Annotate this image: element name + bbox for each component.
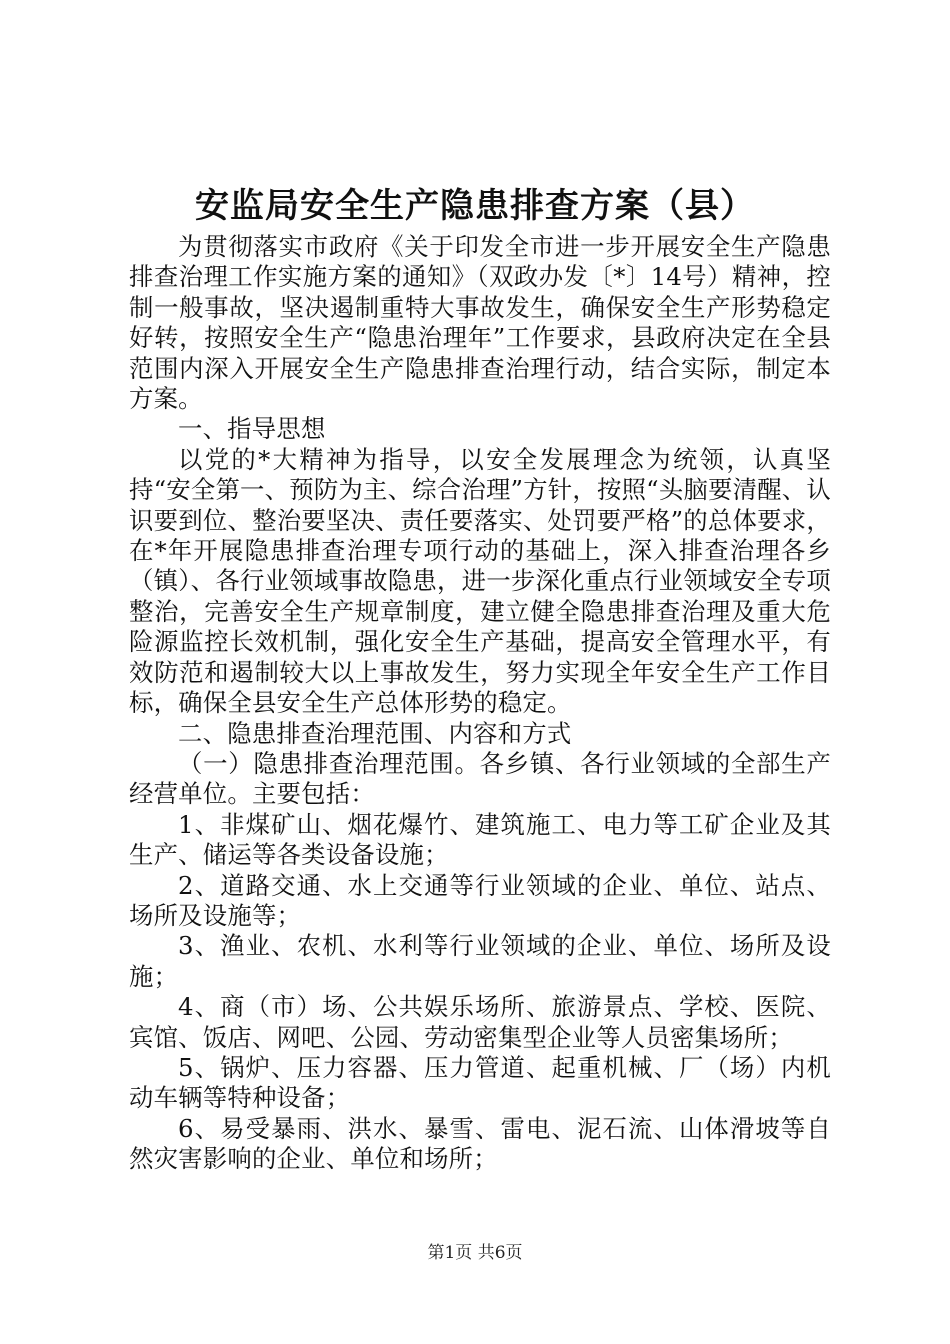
- document-body: [129, 232, 831, 1175]
- intro-paragraph: 为贯彻落实市政府《关于印发全市进一步开展安全生产隐患排查治理工作实施方案的通知》（双政办发〔*〕14号）精神，控制一般事故，坚决遏制重特大事故发生，确保安全生产形势稳定好转，按照安全生产“隐患治理年”工作要求，县政府决定在全县范围内深入开展安全生产隐患排查治理行动，结合实际，制定本方案。: [129, 232, 831, 414]
- list-item: 5、锅炉、压力容器、压力管道、起重机械、厂（场）内机动车辆等特种设备；: [129, 1052, 831, 1113]
- list-item: 1、非煤矿山、烟花爆竹、建筑施工、电力等工矿企业及其生产、储运等各类设备设施；: [129, 809, 831, 870]
- scope-paragraph: （一）隐患排查治理范围。各乡镇、各行业领域的全部生产经营单位。主要包括：: [129, 748, 831, 809]
- page-number-footer: 第1页 共6页: [427, 1243, 523, 1263]
- section-heading-scope: 二、隐患排查治理范围、内容和方式: [178, 718, 572, 748]
- list-item: 4、商（市）场、公共娱乐场所、旅游景点、学校、医院、宾馆、饭店、网吧、公园、劳动密集型企业等人员密集场所；: [129, 992, 831, 1052]
- document-title: 安监局安全生产隐患排查方案（县）: [195, 186, 755, 226]
- list-item: 2、道路交通、水上交通等行业领域的企业、单位、站点、场所及设施等；: [129, 870, 831, 930]
- guiding-ideology-paragraph: 以党的*大精神为指导，以安全发展理念为统领，认真坚持“安全第一、预防为主、综合治理”方针，按照“头脑要清醒、认识要到位、整治要坚决、责任要落实、处罚要严格”的总体要求，在*年开展隐患排查治理专项行动的基础上，深入排查治理各乡（镇）、各行业领域事故隐患，进一步深化重点行业领域安全专项整治，完善安全生产规章制度，建立健全隐患排查治理及重大危险源监控长效机制，强化安全生产基础，提高安全管理水平，有效防范和遏制较大以上事故发生，努力实现全年安全生产工作目标，确保全县安全生产总体形势的稳定。: [129, 444, 831, 718]
- list-item: 6、易受暴雨、洪水、暴雪、雷电、泥石流、山体滑坡等自然灾害影响的企业、单位和场所；: [129, 1113, 831, 1174]
- list-item: 3、渔业、农机、水利等行业领域的企业、单位、场所及设施；: [129, 931, 831, 991]
- section-heading-guiding-ideology: 一、指导思想: [178, 414, 326, 444]
